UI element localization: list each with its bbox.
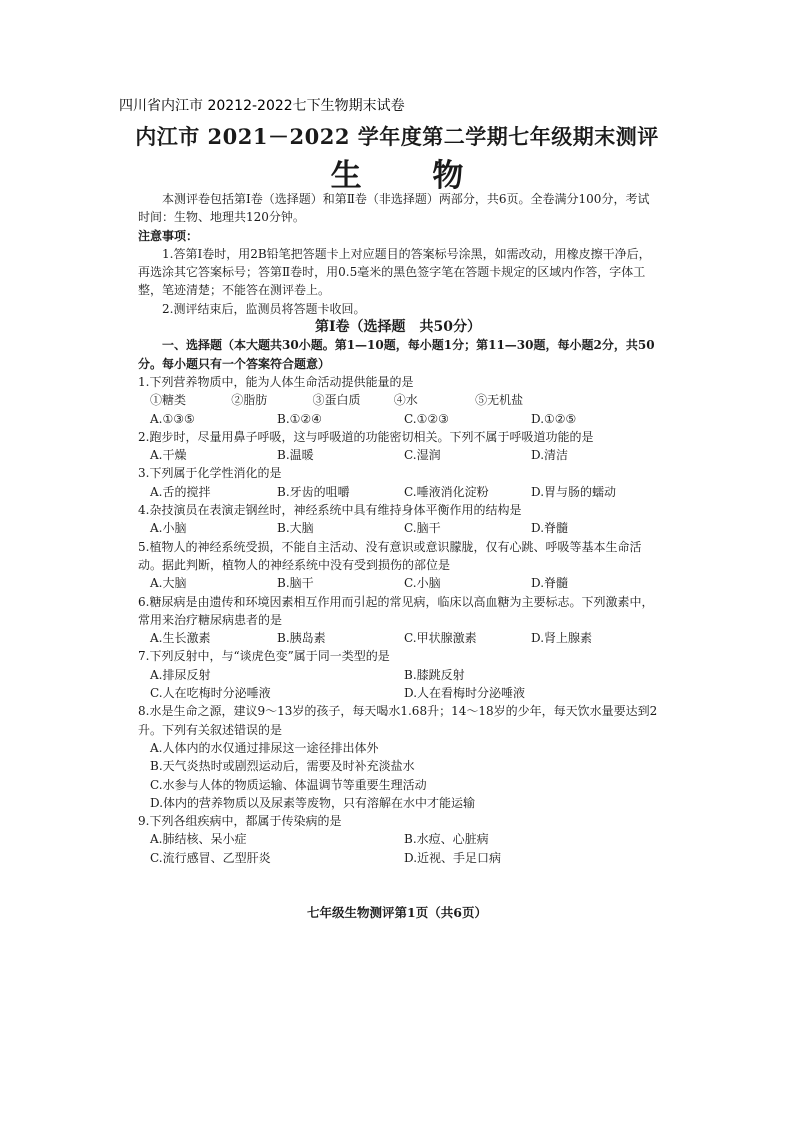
options [138, 574, 658, 592]
item: ①糖类 [150, 393, 187, 408]
option-c: C.小脑 [404, 576, 441, 591]
options [138, 519, 658, 537]
option-d: D.①②⑤ [531, 411, 577, 426]
options [138, 629, 658, 647]
option-c: C.人在吃梅时分泌唾液 [150, 686, 271, 701]
option-a: A.肺结核、呆小症 [150, 832, 247, 847]
question-2 [138, 428, 658, 465]
question-stem: 6.糖尿病是由遗传和环境因素相互作用而引起的常见病，临床以高血糖为主要标志。下列激素中，常用来治疗糖尿病患者的是 [138, 594, 654, 627]
item: ④水 [393, 393, 418, 408]
option-c: C.唾液消化淀粉 [404, 484, 489, 499]
subject-title: 生 物 [330, 158, 494, 194]
option-c: C.甲状腺激素 [404, 631, 477, 646]
question-stem: 2.跑步时，尽量用鼻子呼吸，这与呼吸道的功能密切相关。下列不属于呼吸道功能的是 [138, 429, 594, 444]
option-b: B.胰岛素 [277, 631, 326, 646]
section-title: 第Ⅰ卷（选择题 共50分） [314, 319, 482, 336]
source-label: 四川省内江市 20212-2022七下生物期末试卷 [119, 98, 405, 114]
options [138, 830, 658, 867]
option-d: D.胃与肠的蠕动 [531, 484, 617, 499]
option-a: A.人体内的水仅通过排尿这一途径排出体外 [150, 740, 379, 755]
question-7 [138, 647, 658, 702]
option-b: B.脑干 [277, 576, 314, 591]
question-5 [138, 538, 658, 593]
option-a: A.大脑 [150, 576, 187, 591]
option-c: C.水参与人体的物质运输、体温调节等重要生理活动 [150, 777, 427, 792]
page-footer: 七年级生物测评第1页（共6页） [307, 905, 487, 920]
options [138, 666, 658, 703]
options [138, 446, 658, 464]
option-d: D.脊髓 [531, 521, 569, 536]
item: ⑤无机盐 [475, 393, 524, 408]
question-items [138, 391, 658, 409]
option-a: A.干燥 [150, 448, 187, 463]
option-a: A.小脑 [150, 521, 187, 536]
option-c: C.①②③ [404, 411, 449, 426]
question-1 [138, 373, 658, 428]
option-b: B.大脑 [277, 521, 314, 536]
option-c: C.湿润 [404, 448, 441, 463]
question-stem: 8.水是生命之源，建议9～13岁的孩子，每天喝水1.68升；14～18岁的少年，每天饮水量要达到2升。下列有关叙述错误的是 [138, 704, 658, 737]
option-b: B.水痘、心脏病 [404, 832, 489, 847]
section-instructions: 一、选择题（本大题共30小题。第1—10题，每小题1分；第11—30题，每小题2分，共50分。每小题只有一个答案符合题意） [138, 338, 655, 371]
question-4 [138, 501, 658, 538]
item: ②脂肪 [231, 393, 268, 408]
option-d: D.脊髓 [531, 576, 569, 591]
option-d: D.近视、手足口病 [404, 850, 502, 865]
question-3 [138, 464, 658, 501]
option-a: A.生长激素 [150, 631, 211, 646]
notice-heading: 注意事项： [138, 228, 199, 243]
option-d: D.清洁 [531, 448, 569, 463]
question-stem: 5.植物人的神经系统受损，不能自主活动、没有意识或意识朦胧，仅有心跳、呼吸等基本生命活动。据此判断，植物人的神经系统中没有受到损伤的部位是 [138, 539, 642, 572]
options [138, 739, 658, 812]
option-b: B.牙齿的咀嚼 [277, 484, 350, 499]
option-c: C.脑干 [404, 521, 441, 536]
options [138, 410, 658, 428]
question-stem: 3.下列属于化学性消化的是 [138, 466, 282, 481]
question-6 [138, 593, 658, 648]
option-a: A.排尿反射 [150, 667, 211, 682]
exam-content [138, 190, 658, 867]
option-c: C.流行感冒、乙型肝炎 [150, 850, 271, 865]
option-b: B.天气炎热时或剧烈运动后，需要及时补充淡盐水 [150, 759, 415, 774]
option-a: A.①③⑤ [150, 411, 195, 426]
option-a: A.舌的搅拌 [150, 484, 211, 499]
option-b: B.①②④ [277, 411, 322, 426]
item: ③蛋白质 [312, 393, 361, 408]
question-8 [138, 702, 658, 812]
question-stem: 1.下列营养物质中，能为人体生命活动提供能量的是 [138, 374, 414, 389]
option-b: B.温暖 [277, 448, 314, 463]
notice-item-2: 2.测评结束后，监测员将答题卡收回。 [162, 301, 366, 316]
question-stem: 4.杂技演员在表演走钢丝时，神经系统中具有维持身体平衡作用的结构是 [138, 503, 522, 518]
options [138, 483, 658, 501]
question-stem: 7.下列反射中，与“谈虎色变”属于同一类型的是 [138, 649, 390, 664]
notice-item-1: 1.答第Ⅰ卷时，用2B铅笔把答题卡上对应题目的答案标号涂黑，如需改动，用橡皮擦干净后，再选涂其它答案标号；答第Ⅱ卷时，用0.5毫米的黑色签字笔在答题卡规定的区域内作答，字体工整，笔迹清楚；不能答在测评卷上。 [138, 246, 651, 298]
option-d: D.人在看梅时分泌唾液 [404, 686, 526, 701]
option-d: D.体内的营养物质以及尿素等废物，只有溶解在水中才能运输 [150, 795, 476, 810]
question-9 [138, 812, 658, 867]
exam-title: 内江市 2021－2022 学年度第二学期七年级期末测评 [135, 124, 659, 149]
option-d: D.肾上腺素 [531, 631, 593, 646]
intro-paragraph: 本测评卷包括第Ⅰ卷（选择题）和第Ⅱ卷（非选择题）两部分，共6页。全卷满分100分，考试时间：生物、地理共120分钟。 [138, 192, 650, 225]
question-stem: 9.下列各组疾病中，都属于传染病的是 [138, 814, 342, 829]
option-b: B.膝跳反射 [404, 667, 465, 682]
